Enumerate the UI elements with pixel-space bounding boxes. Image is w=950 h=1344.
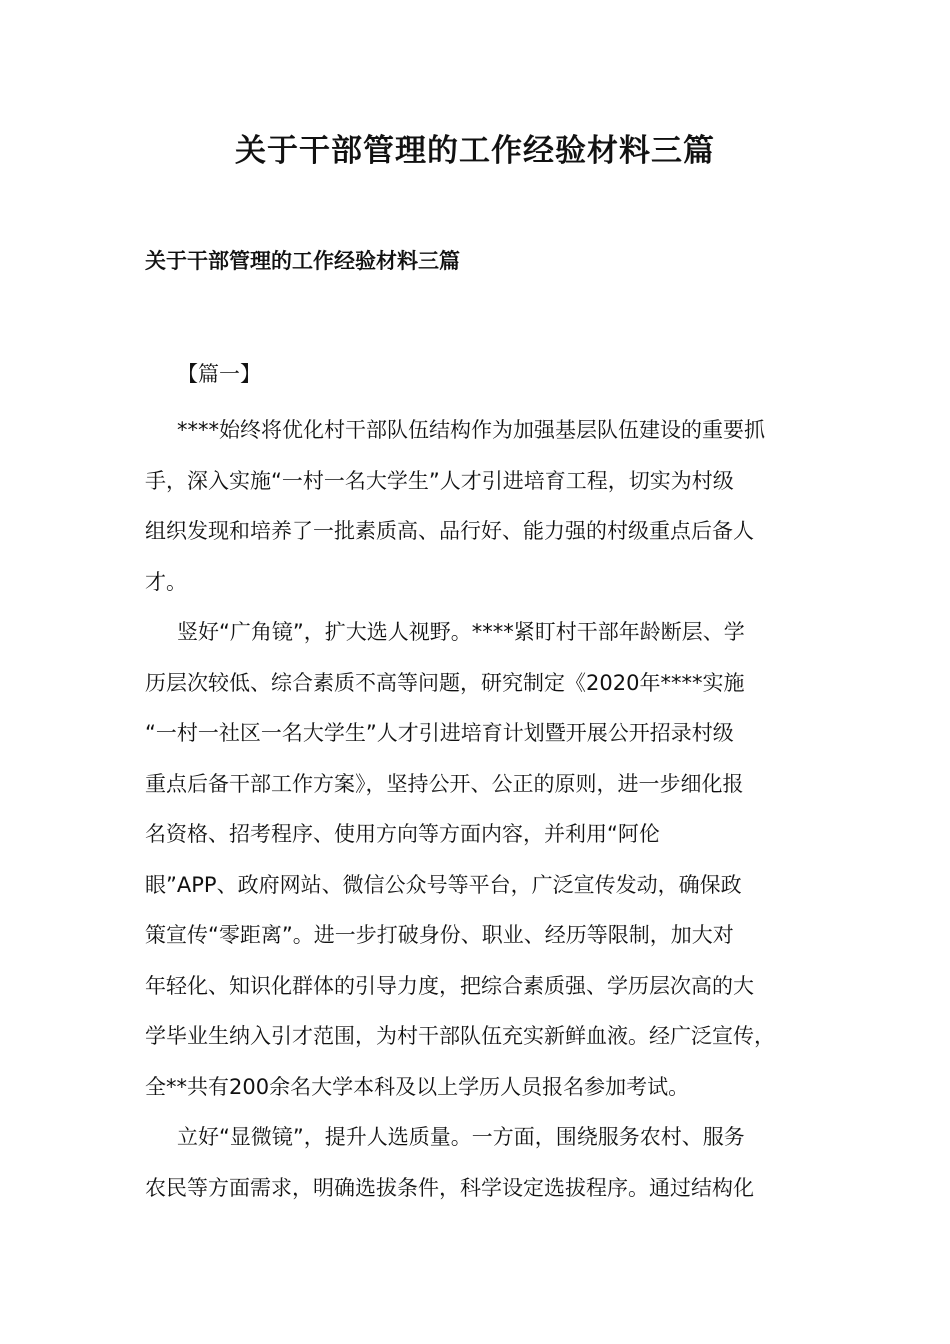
body-line: ****始终将优化村干部队伍结构作为加强基层队伍建设的重要抓	[177, 418, 765, 442]
body-line: 历层次较低、综合素质不高等问题，研究制定《2020年****实施	[145, 670, 745, 695]
body-line: 才。	[145, 569, 187, 594]
body-line: 全**共有200余名大学本科及以上学历人员报名参加考试。	[145, 1074, 690, 1099]
body-line: 农民等方面需求，明确选拔条件，科学设定选拔程序。通过结构化	[145, 1175, 754, 1200]
section-label: 【篇一】	[177, 362, 261, 386]
body-line: 年轻化、知识化群体的引导力度，把综合素质强、学历层次高的大	[145, 973, 754, 998]
body-line: 眼”APP、政府网站、微信公众号等平台，广泛宣传发动，确保政	[145, 872, 742, 897]
body-line: 竖好“广角镜”，扩大选人视野。****紧盯村干部年龄断层、学	[177, 620, 745, 644]
body-line: 立好“显微镜”，提升人选质量。一方面，围绕服务农村、服务	[177, 1125, 745, 1149]
body-line: 名资格、招考程序、使用方向等方面内容，并利用“阿伦	[145, 822, 660, 846]
document-subtitle: 关于干部管理的工作经验材料三篇	[145, 249, 460, 273]
document-title: 关于干部管理的工作经验材料三篇	[235, 133, 715, 169]
body-line: 学毕业生纳入引才范围，为村干部队伍充实新鲜血液。经广泛宣传，	[145, 1024, 775, 1048]
body-line: 策宣传“零距离”。进一步打破身份、职业、经历等限制，加大对	[145, 923, 734, 947]
body-line: “一村一社区一名大学生”人才引进培育计划暨开展公开招录村级	[145, 721, 734, 745]
body-line: 重点后备干部工作方案》，坚持公开、公正的原则，进一步细化报	[145, 771, 744, 796]
body-line: 组织发现和培养了一批素质高、品行好、能力强的村级重点后备人	[145, 519, 754, 543]
document-body	[145, 405, 805, 1213]
body-line: 手，深入实施“一村一名大学生”人才引进培育工程，切实为村级	[145, 468, 734, 493]
